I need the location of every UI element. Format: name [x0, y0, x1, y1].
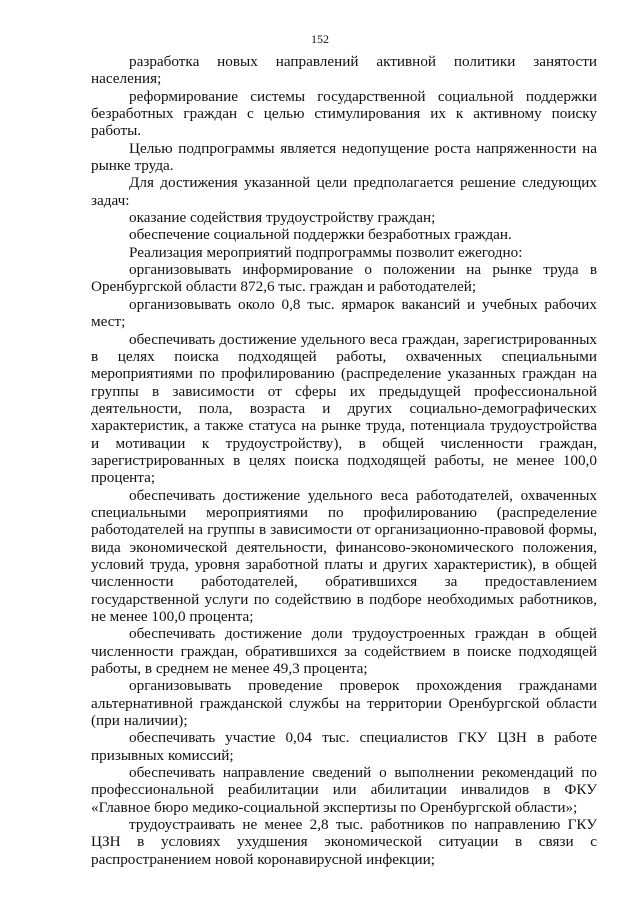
paragraph: трудоустраивать не менее 2,8 тыс. работников по направлению ГКУ ЦЗН в условиях ухудшения экономической ситуации в связи с распространением новой коронавирусной инфекции; — [91, 816, 597, 868]
paragraph: обеспечивать достижение удельного веса работодателей, охваченных специальными мероприятиями по профилированию (распределение работодателей на группы в зависимости от организационно-правовой формы, вида экономической деятельности, финансово-экономического положения, условий труда, уровня заработной платы и других характеристик), в общей численности работодателей, обратившихся за предоставлением государственной услуги по содействию в подборе необходимых работников, не менее 100,0 процента; — [91, 486, 597, 625]
paragraph: организовывать около 0,8 тыс. ярмарок вакансий и учебных рабочих мест; — [91, 295, 597, 331]
paragraph: обеспечивать достижение доли трудоустроенных граждан в общей численности граждан, обратившихся за содействием в поиске подходящей работы, в среднем не менее 49,3 процента; — [91, 625, 597, 678]
paragraph: обеспечивать направление сведений о выполнении рекомендаций по профессиональной реабилитации или абилитации инвалидов в ФКУ «Главное бюро медико-социальной экспертизы по Оренбургской области»; — [91, 764, 597, 816]
paragraph: обеспечение социальной поддержки безработных граждан. — [129, 226, 512, 244]
paragraph: разработка новых направлений активной политики занятости населения; — [91, 53, 597, 88]
paragraph: Целью подпрограммы является недопущение роста напряженности на рынке труда. — [91, 139, 597, 175]
page-body — [91, 53, 597, 868]
paragraph: реформирование системы государственной социальной поддержки безработных граждан с целью стимулирования их к активному поиску работы. — [91, 87, 597, 140]
paragraph: обеспечивать участие 0,04 тыс. специалистов ГКУ ЦЗН в работе призывных комиссий; — [91, 729, 597, 764]
paragraph: Реализация мероприятий подпрограммы позволит ежегодно: — [129, 243, 523, 261]
paragraph: оказание содействия трудоустройству граждан; — [129, 209, 436, 227]
paragraph: обеспечивать достижение удельного веса граждан, зарегистрированных в целях поиска подходящей работы, охваченных специальными мероприятиями по профилированию (распределение указанных граждан на группы в зависимости от сферы их предыдущей профессиональной деятельности, пола, возраста и других социально-демографических характеристик, а также статуса на рынке труда, потенциала трудоустройства и мотивации к трудоустройству), в общей численности граждан, зарегистрированных в целях поиска подходящей работы, не менее 100,0 процента; — [91, 330, 597, 487]
paragraph: организовывать проведение проверок прохождения гражданами альтернативной гражданской службы на территории Оренбургской области (при наличии); — [91, 677, 597, 730]
paragraph: организовывать информирование о положении на рынке труда в Оренбургской области 872,6 тыс. граждан и работодателей; — [91, 261, 597, 296]
page-number: 152 — [311, 32, 329, 46]
paragraph: Для достижения указанной цели предполагается решение следующих задач: — [91, 174, 597, 209]
